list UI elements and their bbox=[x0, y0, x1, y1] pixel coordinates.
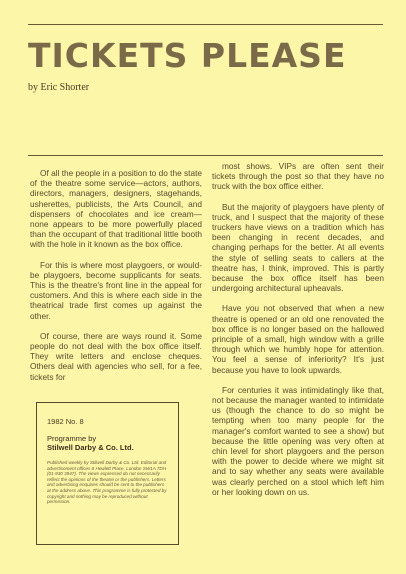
top-rule bbox=[28, 24, 383, 25]
left-column bbox=[30, 168, 202, 392]
programme-credit-line: Programme by bbox=[47, 434, 97, 443]
paragraph: most shows. VIPs are often sent their tickets through the post so that they have no truck with the box office either. bbox=[212, 161, 384, 192]
paragraph: For centuries it was intimidatingly like that, not because the manager wanted to intimidate us (though the chance to do so might be tempting when too many people for the manager's comfort wanted to see a show) but because the little opening was very often at chin level for short playgoers and the person with the power to decide where we might sit and to say whether any seats were available was clearly perched on a stool which left him or her looking down on us. bbox=[212, 384, 384, 497]
publisher-fine-print: Published weekly by Stilwell Darby & Co. Ltd. Editorial and advertisement offices 8 Hewlett Place, London SW1A 7DH (01-930 3947). The views expressed do not necessarily reflect the opinions of the theatre or the publishers. Letters and advertising enquiries should be sent to the publishers at the address above. This programme is fully protected by copyright and nothing may be reproduced without permission. bbox=[47, 460, 167, 505]
issue-number: 1982 No. 8 bbox=[47, 417, 84, 426]
paragraph: Have you not observed that when a new theatre is opened or an old one renovated the box office is no longer based on the hallowed principle of a small, high window with a grille through which we humbly hope for attention. You feel a sense of inferiority? It's just because you have to look upwards. bbox=[212, 303, 384, 375]
article-byline: by Eric Shorter bbox=[28, 82, 90, 93]
publisher-name: Stilwell Darby & Co. Ltd. bbox=[47, 443, 134, 452]
paragraph: Of course, there are ways round it. Some people do not deal with the box office itself. They write letters and enclose cheques. Others deal with agencies who sell, for a fee, tickets for bbox=[30, 330, 202, 382]
right-column bbox=[212, 161, 384, 507]
programme-credit bbox=[47, 434, 168, 452]
paragraph: For this is where most playgoers, or would-be playgoers, become supplicants for seats. This is the theatre's front line in the appeal for customers. And this is where each side in the theatrical trade first comes up against the other. bbox=[30, 259, 202, 321]
paragraph: Of all the people in a position to do the state of the theatre some service—actors, authors, directors, managers, designers, stagehands, usherettes, publicists, the Arts Council, and dispensers of chocolates and ice cream—none appears to be more powerfully placed than the occupant of that traditional little booth with the hole in it known as the box office. bbox=[30, 168, 202, 250]
header-rule bbox=[28, 155, 383, 156]
publisher-info-box bbox=[36, 402, 179, 545]
paragraph: But the majority of playgoers have plenty of truck, and I suspect that the majority of these truckers have views on a tradition which has been changing in recent decades, and changing perhaps for the better. At all events the style of selling seats to callers at the theatre has, I think, improved. This is partly because the box office itself has been undergoing architectural upheavals. bbox=[212, 201, 384, 294]
article-title: TICKETS PLEASE bbox=[28, 36, 347, 75]
